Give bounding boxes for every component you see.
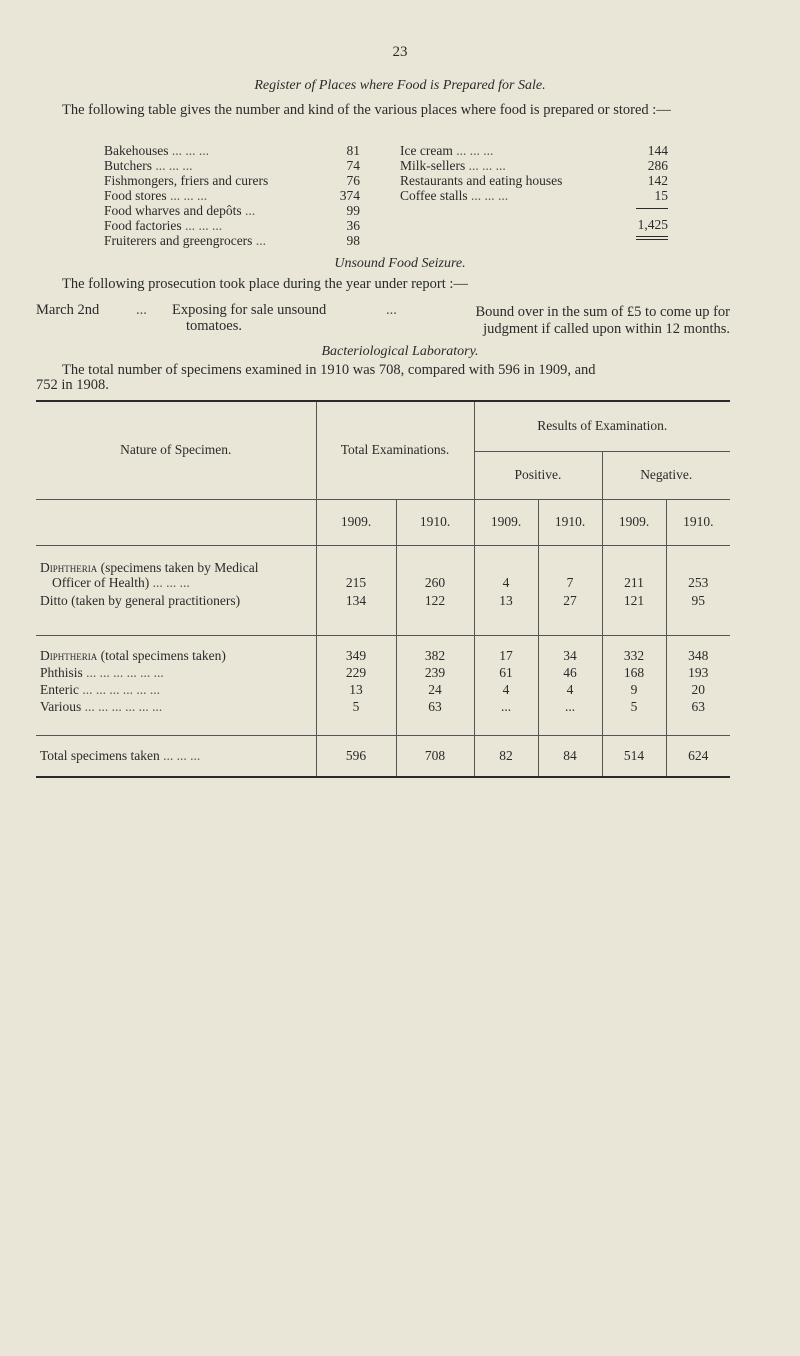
year-header: 1909.	[474, 499, 538, 545]
place-count: 99	[346, 203, 360, 218]
place-name: Food factories	[104, 218, 182, 233]
year-header: 1910.	[666, 499, 730, 545]
table-row	[36, 647, 730, 664]
list-item	[104, 188, 360, 203]
lab-intro-line1: The total number of specimens examined in 1910 was 708, compared with 596 in 1909, and	[62, 362, 596, 378]
table-cell: 24	[396, 681, 474, 698]
table-cell: 708	[396, 735, 474, 777]
header-nature: Nature of Specimen.	[36, 401, 316, 499]
place-count: 144	[647, 143, 668, 158]
specimen-name-line2: Officer of Health)	[52, 575, 150, 590]
table-cell: 121	[602, 591, 666, 609]
separator-cell	[396, 715, 474, 735]
table-cell: 239	[396, 664, 474, 681]
table-row	[36, 591, 730, 609]
register-title: Register of Places where Food is Prepared for Sale.	[254, 78, 546, 93]
header-total: Total Examinations.	[316, 401, 474, 499]
place-label	[104, 173, 320, 188]
table-row	[36, 664, 730, 681]
table-cell: 95	[666, 591, 730, 609]
lab-intro-line2: 752 in 1908.	[36, 377, 109, 393]
table-cell: 63	[666, 698, 730, 715]
table-cell: 63	[396, 698, 474, 715]
table-spacer	[36, 545, 730, 559]
table-cell: 349	[316, 647, 396, 664]
total-label-text: Total specimens taken	[40, 747, 160, 763]
table-cell: 382	[396, 647, 474, 664]
leader-dots: ... ... ...	[467, 188, 509, 203]
place-name: Fruiterers and greengrocers	[104, 233, 253, 248]
list-item	[104, 203, 360, 218]
specimen-label	[36, 664, 316, 681]
place-label	[104, 158, 320, 173]
total-row	[36, 735, 730, 777]
list-item	[104, 173, 360, 188]
seizure-intro: The following prosecution took place during the year under report :—	[62, 276, 468, 292]
list-item	[400, 143, 668, 158]
specimen-label	[36, 559, 316, 591]
table-cell: 253	[666, 559, 730, 591]
place-name: Food wharves and depôts	[104, 203, 242, 218]
leader-dots: ... ... ...	[149, 575, 190, 590]
place-label	[400, 173, 628, 188]
table-cell: 348	[666, 647, 730, 664]
table-spacer	[36, 635, 730, 647]
separator-cell	[666, 609, 730, 635]
table-cell: 7	[538, 559, 602, 591]
spacer-cell	[538, 635, 602, 647]
place-label	[104, 188, 320, 203]
table-cell: 168	[602, 664, 666, 681]
table-cell: 17	[474, 647, 538, 664]
spacer-cell	[316, 635, 396, 647]
specimen-name: Various	[40, 699, 82, 714]
table-cell: 9	[602, 681, 666, 698]
place-count: 142	[647, 173, 668, 188]
total-rule-bottom-1	[636, 236, 668, 237]
table-cell: 61	[474, 664, 538, 681]
place-label	[104, 143, 320, 158]
specimen-table	[36, 400, 730, 778]
table-cell: 4	[474, 559, 538, 591]
separator-cell	[602, 609, 666, 635]
place-name: Butchers	[104, 158, 152, 173]
specimen-name: Enteric	[40, 682, 79, 697]
table-cell: 13	[316, 681, 396, 698]
place-label	[400, 143, 628, 158]
spacer-cell	[602, 545, 666, 559]
specimen-label	[36, 591, 316, 609]
spacer-cell	[538, 545, 602, 559]
year-header-row	[36, 499, 730, 545]
table-cell: 4	[474, 681, 538, 698]
specimen-name: Phthisis	[40, 665, 83, 680]
table-cell: 134	[316, 591, 396, 609]
table-cell: 215	[316, 559, 396, 591]
table-cell: 229	[316, 664, 396, 681]
spacer-cell	[396, 545, 474, 559]
table-cell: 260	[396, 559, 474, 591]
list-item	[104, 158, 360, 173]
prosecution-dots-1: ...	[136, 302, 147, 318]
spacer-cell	[474, 635, 538, 647]
table-cell: ...	[474, 698, 538, 715]
specimen-name-caps: Diphtheria	[40, 560, 98, 575]
year-header: 1910.	[538, 499, 602, 545]
place-count: 98	[346, 233, 360, 248]
specimen-name: Ditto (taken by general practitioners)	[40, 592, 241, 608]
spacer-cell	[396, 635, 474, 647]
total-rule-bottom-2	[636, 239, 668, 240]
table-cell: ...	[538, 698, 602, 715]
spacer-cell	[666, 545, 730, 559]
prosecution-dots-2: ...	[386, 302, 397, 318]
table-total	[36, 735, 730, 777]
prosecution-result-2: judgment if called upon within 12 months.	[483, 321, 730, 337]
total-label	[36, 735, 316, 777]
places-total: 1,425	[637, 217, 668, 232]
year-header: 1909.	[316, 499, 396, 545]
header-results: Results of Examination.	[474, 401, 730, 451]
separator-cell	[538, 609, 602, 635]
register-intro: The following table gives the number and kind of the various places where food is prepared or stored :—	[62, 102, 671, 118]
header-positive: Positive.	[474, 451, 602, 499]
header-negative: Negative.	[602, 451, 730, 499]
list-item	[400, 173, 668, 188]
leader-dots: ... ... ...	[452, 143, 494, 158]
leader-dots: ... ... ... ... ... ...	[82, 665, 164, 680]
table-cell: 5	[316, 698, 396, 715]
separator-cell	[474, 715, 538, 735]
leader-dots: ... ... ...	[181, 218, 223, 233]
year-header-blank	[36, 499, 316, 545]
place-name: Restaurants and eating houses	[400, 173, 563, 188]
list-item	[104, 233, 360, 248]
spacer-cell	[36, 635, 316, 647]
separator-cell	[538, 715, 602, 735]
spacer-cell	[602, 635, 666, 647]
place-name: Ice cream	[400, 143, 453, 158]
places-right-list	[400, 143, 668, 203]
specimen-name: (specimens taken by Medical	[97, 560, 259, 575]
leader-dots: ... ... ...	[166, 188, 208, 203]
specimen-name-caps: Diphtheria	[40, 648, 98, 663]
separator-cell	[36, 609, 316, 635]
table-cell: 27	[538, 591, 602, 609]
list-item	[104, 218, 360, 233]
list-item	[400, 188, 668, 203]
table-cell: 20	[666, 681, 730, 698]
table-cell: 596	[316, 735, 396, 777]
total-rule-top	[636, 208, 668, 209]
prosecution-date: March 2nd	[36, 302, 100, 318]
table-row	[36, 681, 730, 698]
year-header: 1910.	[396, 499, 474, 545]
place-label	[400, 188, 628, 203]
specimen-label	[36, 698, 316, 715]
leader-dots: ... ... ...	[168, 143, 209, 158]
leader-dots: ... ... ...	[465, 158, 506, 173]
place-name: Milk-sellers	[400, 158, 466, 173]
place-count: 36	[346, 218, 360, 233]
separator-cell	[474, 609, 538, 635]
table-cell: 84	[538, 735, 602, 777]
lab-title: Bacteriological Laboratory.	[321, 344, 479, 359]
separator-cell	[316, 609, 396, 635]
place-count: 81	[346, 143, 360, 158]
table-group-specimen-types	[36, 635, 730, 735]
table-cell: 514	[602, 735, 666, 777]
place-label	[104, 218, 320, 233]
table-cell: 624	[666, 735, 730, 777]
year-header: 1909.	[602, 499, 666, 545]
table-separator	[36, 609, 730, 635]
separator-cell	[36, 715, 316, 735]
place-count: 286	[647, 158, 668, 173]
place-count: 74	[346, 158, 360, 173]
leader-dots: ... ... ... ... ... ...	[81, 699, 163, 714]
place-label	[104, 203, 320, 218]
place-count: 374	[339, 188, 360, 203]
table-cell: 332	[602, 647, 666, 664]
leader-dots: ...	[241, 203, 256, 218]
spacer-cell	[316, 545, 396, 559]
table-cell: 13	[474, 591, 538, 609]
place-label	[400, 158, 628, 173]
place-name: Coffee stalls	[400, 188, 468, 203]
page-number: 23	[392, 44, 408, 60]
separator-cell	[316, 715, 396, 735]
spacer-cell	[666, 635, 730, 647]
table-cell: 4	[538, 681, 602, 698]
place-label	[104, 233, 320, 248]
place-count: 76	[346, 173, 360, 188]
specimen-label	[36, 681, 316, 698]
separator-cell	[602, 715, 666, 735]
table-cell: 122	[396, 591, 474, 609]
list-item	[104, 143, 360, 158]
specimen-name: (total specimens taken)	[97, 648, 226, 663]
table-row	[36, 559, 730, 591]
place-name: Bakehouses	[104, 143, 169, 158]
table-cell: 193	[666, 664, 730, 681]
prosecution-result-1: Bound over in the sum of £5 to come up for	[475, 304, 730, 320]
table-cell: 34	[538, 647, 602, 664]
places-left-list	[104, 143, 360, 248]
place-count: 15	[654, 188, 668, 203]
seizure-title: Unsound Food Seizure.	[334, 256, 466, 271]
leader-dots: ...	[252, 233, 266, 248]
leader-dots: ... ... ... ... ... ...	[78, 682, 160, 697]
prosecution-offence-2: tomatoes.	[186, 318, 242, 334]
table-cell: 46	[538, 664, 602, 681]
place-name: Food stores	[104, 188, 167, 203]
separator-cell	[396, 609, 474, 635]
table-cell: 5	[602, 698, 666, 715]
table-cell: 211	[602, 559, 666, 591]
table-row	[36, 698, 730, 715]
place-name: Fishmongers, friers and curers	[104, 173, 269, 188]
leader-dots: ... ... ...	[159, 747, 201, 763]
separator-cell	[666, 715, 730, 735]
table-separator	[36, 715, 730, 735]
specimen-label	[36, 647, 316, 664]
table-group-diphtheria-source	[36, 545, 730, 635]
leader-dots: ... ... ...	[152, 158, 193, 173]
prosecution-offence-1: Exposing for sale unsound	[172, 302, 327, 318]
spacer-cell	[36, 545, 316, 559]
list-item	[400, 158, 668, 173]
table-cell: 82	[474, 735, 538, 777]
spacer-cell	[474, 545, 538, 559]
